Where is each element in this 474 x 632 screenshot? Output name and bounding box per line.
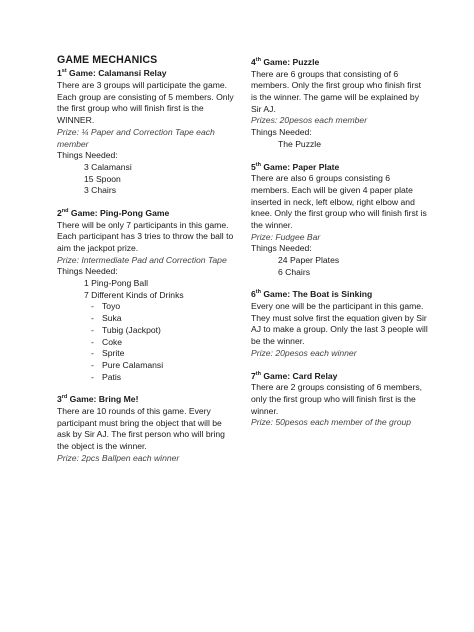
dash-bullet: - xyxy=(91,371,94,382)
list-item: 3 Calamansi xyxy=(84,161,132,172)
game-4-description: There are 6 groups that consisting of 6 members. Only the first group who finish first is the winner. The game will be explained by Sir AJ. xyxy=(251,68,422,114)
game-6-description: Every one will be the participant in this game. They must solve first the equation given by Sir AJ to make a group. Only the last 3 people will be the winner. xyxy=(251,301,428,347)
dash-bullet: - xyxy=(91,301,94,312)
game-7-number: 7 xyxy=(251,370,256,381)
game-5-description: There are also 6 groups consisting 6 members. Each will be given 4 paper plate inserted in neck, left elbow, right elbow and knee. Only the first group who will finish first is the winner. xyxy=(251,173,427,230)
game-1-title xyxy=(57,68,235,80)
list-item: 6 Chairs xyxy=(278,266,310,277)
game-3-prize: Prize: 2pcs Ballpen each winner xyxy=(57,452,180,463)
game-3-ordinal: rd xyxy=(61,394,68,401)
game-5-section xyxy=(251,162,429,279)
list-item xyxy=(91,313,235,325)
game-2-title xyxy=(57,208,235,220)
game-1-prize: Prize: ¼ Paper and Correction Tape each member xyxy=(57,126,215,149)
dash-bullet: - xyxy=(91,348,94,359)
game-4-ordinal: th xyxy=(255,57,261,64)
right-column xyxy=(251,57,429,440)
game-5-ordinal: th xyxy=(255,161,261,168)
drink-label: Toyo xyxy=(102,301,121,312)
dash-bullet: - xyxy=(91,336,94,347)
game-4-title xyxy=(251,57,429,69)
game-2-things-label: Things Needed: xyxy=(57,266,118,277)
game-5-items xyxy=(251,255,429,278)
list-item xyxy=(91,337,235,349)
game-3-section xyxy=(57,394,235,464)
game-6-name: Game: The Boat is Sinking xyxy=(260,289,373,300)
game-7-title xyxy=(251,371,429,383)
game-2-prize: Prize: Intermediate Pad and Correction Tape xyxy=(57,254,227,265)
game-5-title xyxy=(251,162,429,174)
dash-bullet: - xyxy=(91,359,94,370)
left-column xyxy=(57,53,235,475)
list-item xyxy=(91,301,235,313)
list-item xyxy=(91,348,235,360)
game-1-things-label: Things Needed: xyxy=(57,150,118,161)
game-2-name: Game: Ping-Pong Game xyxy=(68,207,170,218)
game-2-number: 2 xyxy=(57,207,62,218)
game-4-prize: Prizes: 20pesos each member xyxy=(251,115,368,126)
game-4-name: Game: Puzzle xyxy=(260,57,320,67)
list-item: 7 Different Kinds of Drinks xyxy=(84,289,184,300)
list-item xyxy=(91,360,235,372)
list-item: 1 Ping-Pong Ball xyxy=(84,278,149,289)
game-5-prize: Prize: Fudgee Bar xyxy=(251,231,321,242)
list-item: 24 Paper Plates xyxy=(278,255,340,265)
game-1-items xyxy=(57,162,235,197)
game-3-description: There are 10 rounds of this game. Every participant must bring the object that will be ask by Sir AJ. The first person who will bring the object is the winner. xyxy=(57,405,225,452)
game-4-section xyxy=(251,57,429,151)
game-7-name: Game: Card Relay xyxy=(260,370,338,381)
game-1-number: 1 xyxy=(57,68,62,79)
game-7-section xyxy=(251,371,429,429)
game-5-things-label: Things Needed: xyxy=(251,243,312,254)
drink-label: Tubig (Jackpot) xyxy=(102,324,161,335)
game-6-section xyxy=(251,289,429,359)
game-6-number: 6 xyxy=(251,289,256,300)
game-6-ordinal: th xyxy=(255,289,261,296)
game-5-name: Game: Paper Plate xyxy=(260,161,340,172)
game-3-title xyxy=(57,394,235,406)
game-2-section xyxy=(57,208,235,383)
game-7-description: There are 2 groups consisting of 6 members, only the first group who will finish first is the winner. xyxy=(251,382,423,416)
dash-bullet: - xyxy=(91,313,94,324)
list-item: 3 Chairs xyxy=(84,185,116,196)
game-6-prize: Prize: 20pesos each winner xyxy=(251,347,357,358)
game-1-ordinal: st xyxy=(61,68,67,75)
game-1-section xyxy=(57,68,235,197)
game-3-number: 3 xyxy=(57,394,62,405)
list-item: The Puzzle xyxy=(278,138,321,149)
drink-label: Sprite xyxy=(102,348,125,359)
game-1-name: Game: Calamansi Relay xyxy=(66,68,167,79)
game-4-items xyxy=(251,139,429,151)
drink-label: Suka xyxy=(102,313,122,324)
list-item xyxy=(91,372,235,384)
game-7-prize: Prize: 50pesos each member of the group xyxy=(251,417,412,428)
game-3-name: Game: Bring Me! xyxy=(67,394,139,405)
game-2-ordinal: nd xyxy=(61,208,69,215)
game-4-number: 4 xyxy=(251,57,256,67)
list-item xyxy=(91,325,235,337)
drink-label: Coke xyxy=(102,336,123,347)
drink-label: Pure Calamansi xyxy=(102,359,164,370)
game-4-things-label: Things Needed: xyxy=(251,127,312,138)
game-1-description: There are 3 groups will participate the game. Each group are consisting of 5 members. Only the first group who will finish first is the WINNER. xyxy=(57,80,234,126)
game-6-title xyxy=(251,289,429,301)
game-2-drinks-list xyxy=(57,301,235,383)
game-5-number: 5 xyxy=(251,161,256,172)
dash-bullet: - xyxy=(91,324,94,335)
document-title: GAME MECHANICS xyxy=(57,54,158,66)
game-2-items xyxy=(57,278,235,301)
game-7-ordinal: th xyxy=(255,370,261,377)
drink-label: Patis xyxy=(102,371,122,382)
list-item: 15 Spoon xyxy=(84,173,121,184)
game-2-description: There will be only 7 participants in this game. Each participant has 3 tries to throw the ball to aim the jackpot prize. xyxy=(57,219,234,254)
